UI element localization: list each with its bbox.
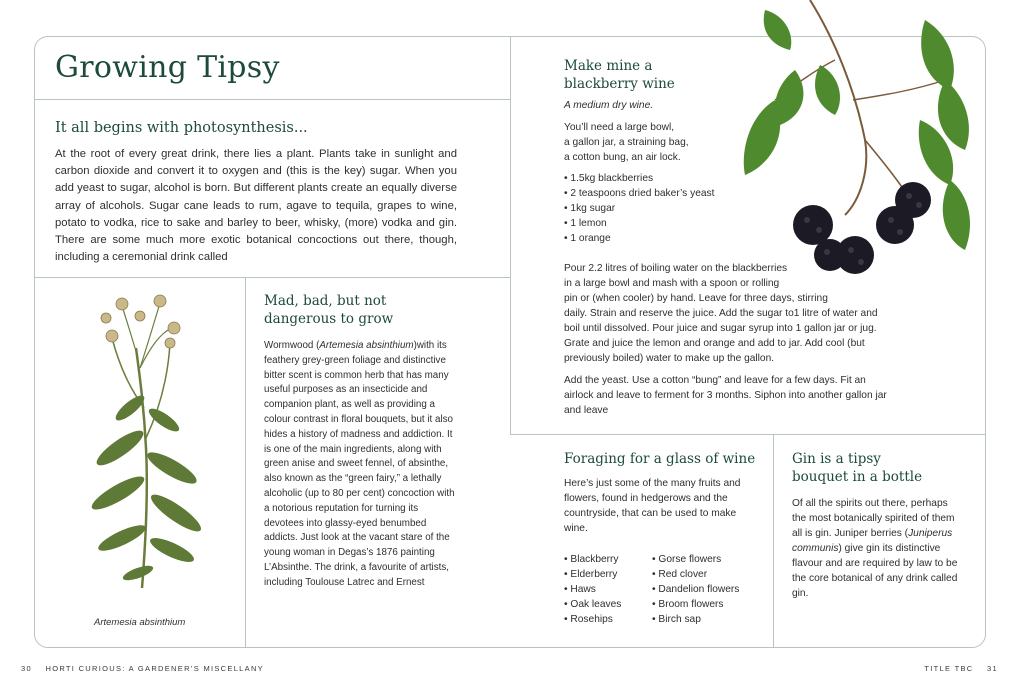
wormwood-plant-image	[60, 288, 230, 608]
page-title: Growing Tipsy	[55, 50, 280, 85]
wine-method-rest: daily. Strain and reserve the juice. Add the sugar to1 litre of water and boil until dissolved. Pour juice and sugar syrup into 1 gallon jar or jug. Grate and juice the lemon and orange and add to jar. Add cool (but previously boiled) water to make up the gallon.	[564, 308, 878, 364]
gin-text-after: ) give gin its distinctive flavour and are required by law to be the core botanical of any drink called gin.	[792, 543, 958, 599]
wormwood-text-before: Wormwood (	[264, 340, 320, 351]
wormwood-heading	[264, 292, 459, 328]
footer-right	[924, 664, 998, 673]
divider	[773, 434, 774, 647]
divider	[510, 434, 985, 435]
wine-heading-line2: blackberry wine	[564, 76, 675, 92]
list-item: • Broom flowers	[652, 597, 739, 612]
foraging-list-col1	[564, 552, 652, 627]
wine-section	[564, 57, 894, 416]
gin-heading-line2: bouquet in a bottle	[792, 469, 923, 485]
list-item: • 1 lemon	[564, 216, 894, 231]
wine-method	[564, 261, 894, 366]
wine-equipment	[564, 120, 894, 165]
list-item: • 1kg sugar	[564, 201, 894, 216]
divider	[35, 99, 511, 100]
divider	[35, 277, 511, 278]
foraging-section	[564, 450, 764, 625]
list-item: • 2 teaspoons dried baker’s yeast	[564, 186, 894, 201]
wine-method-line2: in a large bowl and mash with a spoon or rolling	[564, 278, 780, 289]
foraging-lists	[564, 552, 764, 627]
wine-method-line1: Pour 2.2 litres of boiling water on the blackberries	[564, 263, 788, 274]
image-caption: Artemesia absinthium	[94, 617, 186, 628]
gin-paragraph	[792, 496, 962, 601]
footer-section-title: TITLE TBC	[924, 664, 974, 673]
divider	[245, 277, 246, 647]
wine-method-2: Add the yeast. Use a cotton “bung” and leave for a few days. Fit an airlock and leave to ferment for 3 months. Siphon into another gallon jar and leave	[564, 375, 887, 416]
wormwood-paragraph	[264, 339, 459, 591]
list-item: • 1.5kg blackberries	[564, 171, 894, 186]
wormwood-latin-name: Artemesia absinthium	[319, 340, 414, 351]
gin-section	[792, 450, 962, 610]
footer-page-number: 31	[987, 664, 998, 673]
intro-section	[55, 119, 457, 269]
intro-paragraph: At the root of every great drink, there lies a plant. Plants take in sunlight and carbon dioxide and convert it to oxygen and (this is the key) sugar. When you add yeast to sugar, alcohol is born. But different plants create an equally diverse array of alcohols. Sugar cane leads to rum, agave to tequila, grapes to wine, potato to vodka, rice to sake and barley to beer, whisky, (more) vodka and gin. There are some much more exotic botanical concoctions out there, though, including a ceremonial drink called	[55, 148, 457, 264]
wine-equipment-line2: a gallon jar, a straining bag,	[564, 137, 689, 148]
wormwood-heading-line2: dangerous to grow	[264, 311, 394, 327]
list-item: • Elderberry	[564, 567, 652, 582]
wine-heading	[564, 57, 894, 93]
intro-heading: It all begins with photosynthesis...	[55, 120, 308, 136]
list-item: • Dandelion flowers	[652, 582, 739, 597]
list-item: • Red clover	[652, 567, 739, 582]
footer-page-number: 30	[21, 664, 32, 673]
wormwood-heading-line1: Mad, bad, but not	[264, 293, 387, 309]
list-item: • Birch sap	[652, 612, 739, 627]
list-item: • Blackberry	[564, 552, 652, 567]
footer-left	[21, 664, 264, 673]
foraging-text: Here’s just some of the many fruits and flowers, found in hedgerows and the countryside, that can be used to make wine.	[564, 478, 741, 534]
list-item: • Rosehips	[564, 612, 652, 627]
wine-subheading: A medium dry wine.	[564, 100, 654, 111]
wine-method-line3: pin or (when cooler) by hand. Leave for three days, stirring	[564, 293, 828, 304]
wine-heading-line1: Make mine a	[564, 58, 653, 74]
wine-equipment-line1: You’ll need a large bowl,	[564, 122, 675, 133]
list-item: • Gorse flowers	[652, 552, 739, 567]
gin-text-before: Of all the spirits out there, perhaps the most botanically spirited of them all is gin. Juniper berries (	[792, 498, 955, 539]
wormwood-text-after: )with its feathery grey-green foliage and distinctive bitter scent is common herb that has many useful purposes as an insecticide and companion plant, as well as providing a colour contrast in floral bouquets, but it also hides a history of madness and addiction. It is one of the main ingredients, along with green anise and sweet fennel, of absinthe, also known as the “green fairy,” a lethally alcoholic (up to 80 per cent) concoction with a notorious reputation for turning its devotees into glassy-eyed benumbed addicts. Just look at the vacant stare of the young woman in Degas’s 1876 painting L’Absinthe. The drink, a favourite of artists, including Toulouse Latrec and Ernest	[264, 340, 455, 588]
foraging-heading: Foraging for a glass of wine	[564, 451, 756, 467]
wine-ingredients-list	[564, 171, 894, 246]
wine-equipment-line3: a cotton bung, an air lock.	[564, 152, 681, 163]
footer-book-title: HORTI CURIOUS: A GARDENER’S MISCELLANY	[45, 664, 264, 673]
gin-heading-line1: Gin is a tipsy	[792, 451, 881, 467]
gin-heading	[792, 450, 962, 486]
divider	[510, 37, 511, 435]
wormwood-illustration	[60, 288, 230, 608]
list-item: • 1 orange	[564, 231, 894, 246]
list-item: • Haws	[564, 582, 652, 597]
gin-latin-name: Juniperus communis	[792, 528, 953, 554]
wormwood-section	[264, 292, 459, 592]
list-item: • Oak leaves	[564, 597, 652, 612]
foraging-list-col2	[652, 552, 739, 627]
